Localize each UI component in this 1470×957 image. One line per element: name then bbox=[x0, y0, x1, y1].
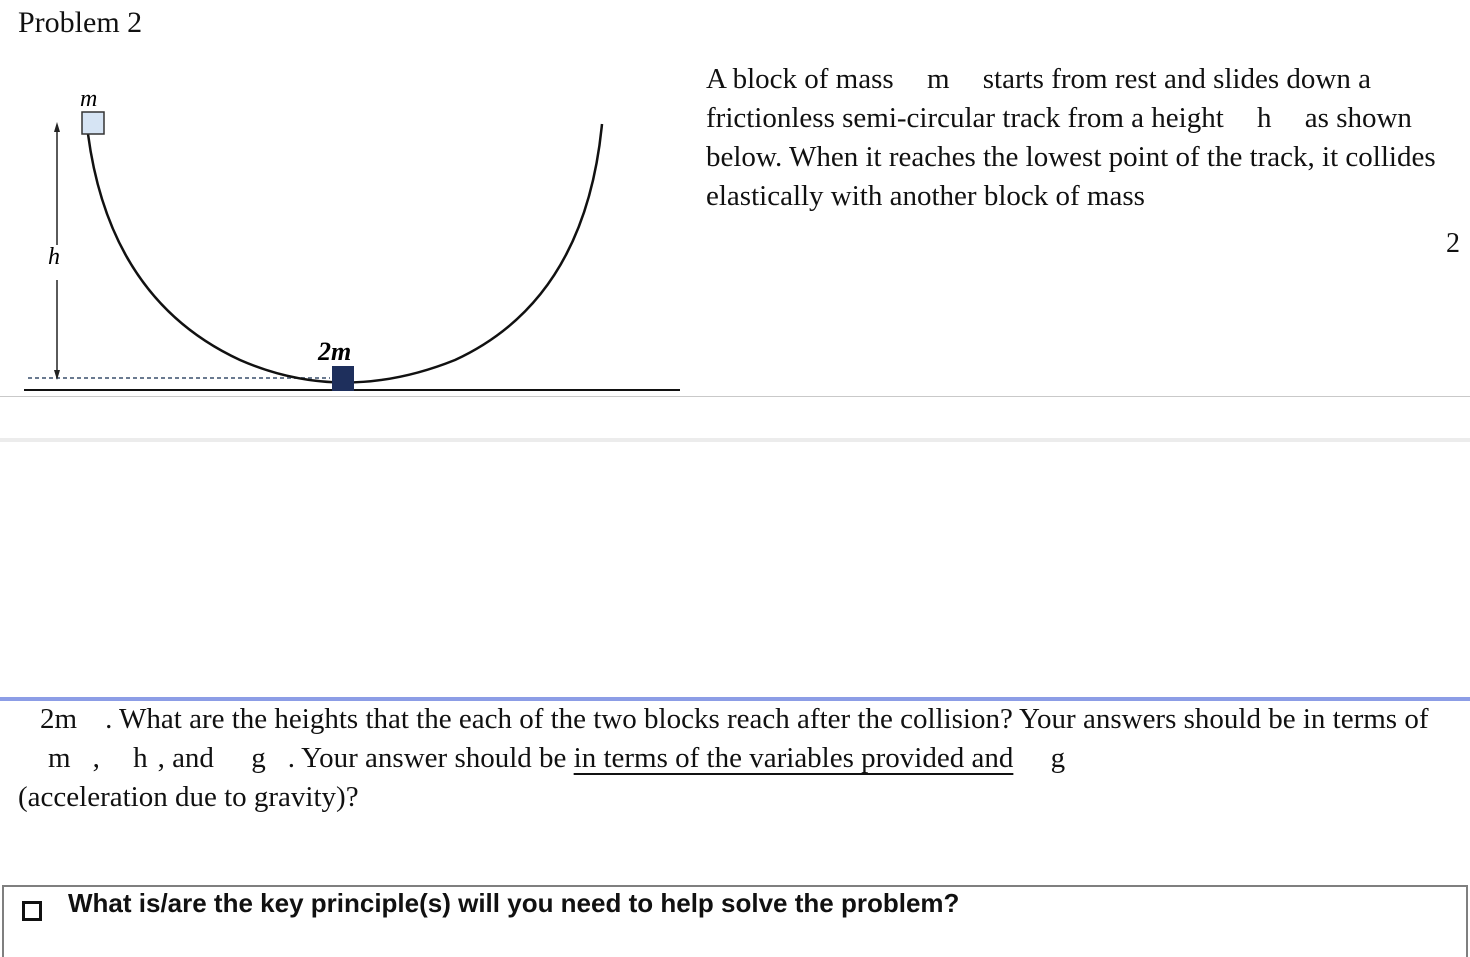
question-mass: 2m bbox=[40, 703, 78, 735]
intro-text-3: as shown below. When it reaches the lowest point of the track, it collides elastically with another block of mass bbox=[706, 102, 1436, 212]
intro-var-h: h bbox=[1257, 102, 1272, 134]
intro-text-2: starts from rest and slides down a frictionless semi-circular track from a height bbox=[706, 63, 1371, 134]
block-2m-label: 2m bbox=[318, 337, 352, 366]
intro-text-1: A block of mass bbox=[706, 63, 894, 95]
key-principle-box bbox=[2, 885, 1468, 957]
question-comma: , bbox=[92, 742, 100, 774]
question-underlined: in terms of the variables provided and bbox=[573, 742, 1014, 774]
block-2m bbox=[332, 366, 354, 391]
question-var-g2: g bbox=[1050, 742, 1066, 774]
question-var-g: g bbox=[251, 742, 266, 774]
problem-title: Problem 2 bbox=[18, 6, 143, 39]
height-label: h bbox=[48, 244, 60, 270]
track-figure bbox=[0, 60, 700, 400]
divider-gray bbox=[0, 396, 1470, 397]
question-var-m: m bbox=[48, 742, 71, 774]
question-text-1: . What are the heights that the each of the two blocks reach after the collision? Your answers should be in terms of bbox=[105, 703, 1429, 735]
divider-light bbox=[0, 438, 1470, 442]
height-arrow-head-top bbox=[54, 122, 60, 132]
key-principle-prompt: What is/are the key principle(s) will you need to help solve the problem? bbox=[68, 888, 960, 918]
question-text-3: (acceleration due to gravity)? bbox=[18, 781, 359, 813]
block-m bbox=[82, 112, 104, 134]
intro-var-m: m bbox=[926, 63, 950, 95]
stray-digit: 2 bbox=[1446, 228, 1460, 259]
question-text bbox=[18, 700, 1458, 817]
question-and: , and bbox=[157, 742, 214, 774]
block-m-label: m bbox=[80, 86, 98, 112]
question-var-h: h bbox=[133, 742, 148, 774]
question-text-2: . Your answer should be bbox=[287, 742, 567, 774]
checkbox[interactable] bbox=[22, 901, 42, 921]
problem-intro bbox=[706, 60, 1446, 216]
